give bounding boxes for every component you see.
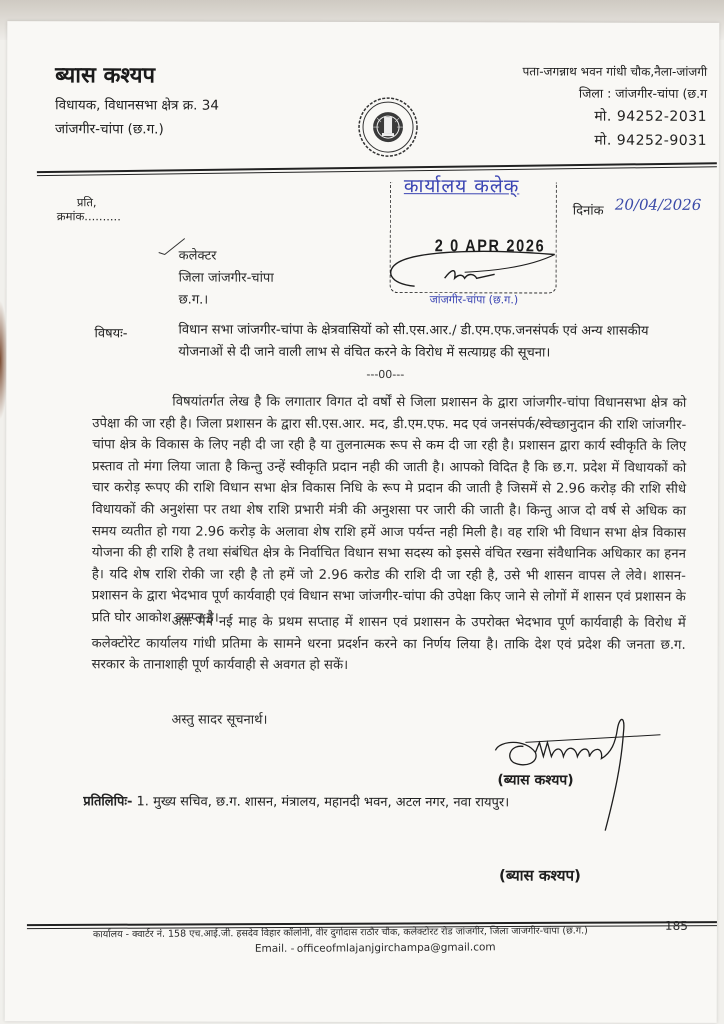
letterhead-constituency: जांजगीर-चांपा (छ.ग.)	[55, 121, 164, 138]
signatory-name-repeat: (ब्यास कश्यप)	[499, 866, 581, 885]
subject-label: विषयः-	[94, 326, 128, 342]
footer-email-label: Email. -	[254, 942, 295, 955]
copy-to	[83, 791, 509, 810]
closing-line: अस्तु सादर सूचनार्थ।	[171, 712, 268, 728]
received-stamp-place: जांजगीर-चांपा (छ.ग.)	[429, 293, 519, 307]
letterhead-designation: विधायक, विधानसभा क्षेत्र क्र. 34	[55, 97, 219, 114]
letterhead-district: जिला : जांजगीर-चांपा (छ.ग	[578, 85, 708, 101]
letterhead-mobile-1: मो. 94252-2031	[594, 108, 708, 125]
received-stamp-title: कार्यालय कलेक्	[403, 175, 520, 198]
footer-address: कार्यालय - क्वार्टर नं. 158 एच.आई.जी. हसदेव विहार कॉलोनी, वीर दुर्गादास राठौर चौक, कलेक्टोरट रोड जांजगीर, जिला जांजगीर-चांपा (छ.ग.)	[92, 925, 588, 941]
legislative-assembly-seal-icon	[357, 96, 419, 158]
copy-to-label: प्रतिलिपिः-	[83, 794, 133, 810]
date-value: 20/04/2026	[614, 195, 702, 214]
recipient-district: जिला जांजगीर-चांपा	[178, 270, 274, 286]
received-stamp-date: 2 0 APR 2026	[434, 236, 546, 256]
recipient-state: छ.ग.।	[178, 292, 209, 308]
body-separator: ---00---	[366, 368, 405, 382]
header-divider	[37, 162, 717, 176]
recipient-title: कलेक्टर	[178, 248, 217, 264]
signatory-name: (ब्यास कश्यप)	[497, 772, 574, 789]
date-label: दिनांक	[572, 203, 604, 219]
stamp-initials-icon	[385, 248, 565, 298]
body-paragraph-2: अतः मैंने नई माह के प्रथम सप्ताह में शासन एवं प्रशासन के उपरोक्त भेदभाव पूर्ण कार्यवाही के विरोध में कलेक्टोरेट कार्यालय गांधी प्रतिमा के सामने धरना प्रदर्शन करने का निर्णय लिया है। ताकि देश एवं प्रदेश की जनता छ.ग. सरकार के तानाशाही पूर्ण कार्यवाही से अवगत हो सकें।	[91, 614, 686, 674]
page-number: 185	[664, 918, 688, 933]
letterhead-mobile-2: मो. 94252-9031	[594, 132, 708, 149]
prati-label: प्रति,	[76, 195, 97, 210]
letterhead-name: ब्यास कश्यप	[55, 63, 156, 89]
letter-page	[5, 21, 720, 1023]
copy-to-item-1: 1. मुख्य सचिव, छ.ग. शासन, मंत्रालय, महानदी भवन, अटल नगर, नवा रायपुर।	[136, 794, 510, 811]
subject-text: विधान सभा जांजगीर-चांपा के क्षेत्रवासियों को सी.एस.आर./ डी.एम.एफ.जनसंपर्क एवं अन्य शासकीय योजनाओं से दी जाने वाली लाभ से वंचित करने के विरोध में सत्याग्रह की सूचना।	[178, 322, 649, 361]
reference-number-label: क्रमांक..........	[56, 209, 121, 224]
body-paragraph-1: विषयांतर्गत लेख है कि लगातार विगत दो वर्षों से जिला प्रशासन के द्वारा जांजगीर-चांपा विधानसभा क्षेत्र को उपेक्षा की जा रही है। जिला प्रशासन के द्वारा सी.एस.आर. मद, डी.एम.एफ. मद एवं जनसंपर्क/स्वेच्छानुदान की राशि जांजगीर-चांपा क्षेत्र के विकास के लिए नही दी जा रही है या तुलनात्मक रूप से कम दी जा रही है। प्रशासन द्वारा कार्य स्वीकृति के लिए प्रस्ताव तो मंगा लिया जाता है किन्तु उन्हें स्वीकृति प्रदान नही की जाती है। आपको विदित है कि छ.ग. प्रदेश में विधायकों को चार करोड़ रूपए की राशि विधान सभा क्षेत्र विकास निधि के रूप मे प्रदान की जाती है जिसमें से 2.96 करोड़ की राशि सीधे विधायकों की अनुशंसा पर तथा शेष राशि प्रभारी मंत्री की अनुशसा पर जारी की जाती है। किन्तु आज दो वर्ष से अधिक का समय व्यतीत हो गया 2.96 करोड़ के अलावा शेष राशि हमें आज पर्यन्त नही मिली है। वह राशि भी विधान सभा क्षेत्र विकास योजना की ही राशि है तथा संबंधित क्षेत्र के निर्वाचित विधान सभा सदस्य को इससे वंचित रखना संवैधानिक अधिकार का हनन है। यदि शेष राशि रोकी जा रही है तो हमें जो 2.96 करोड की राशि दी जा रही है, उसे भी शासन वापस ले लेवे। शासन-प्रशासन के द्वारा भेदभाव पूर्ण कार्यवाही एवं विधान सभा जांजगीर-चांपा की उपेक्षा किए जाने से लोगों में शासन एवं प्रशासन के प्रति घोर आकोश व्याप्त है।	[91, 394, 687, 626]
footer-email[interactable]: officeofmlajanjgirchampa@gmail.com	[296, 941, 496, 955]
letterhead-address: पता-जगन्नाथ भवन गांधी चौक,नैला-जांजगी	[522, 64, 708, 79]
